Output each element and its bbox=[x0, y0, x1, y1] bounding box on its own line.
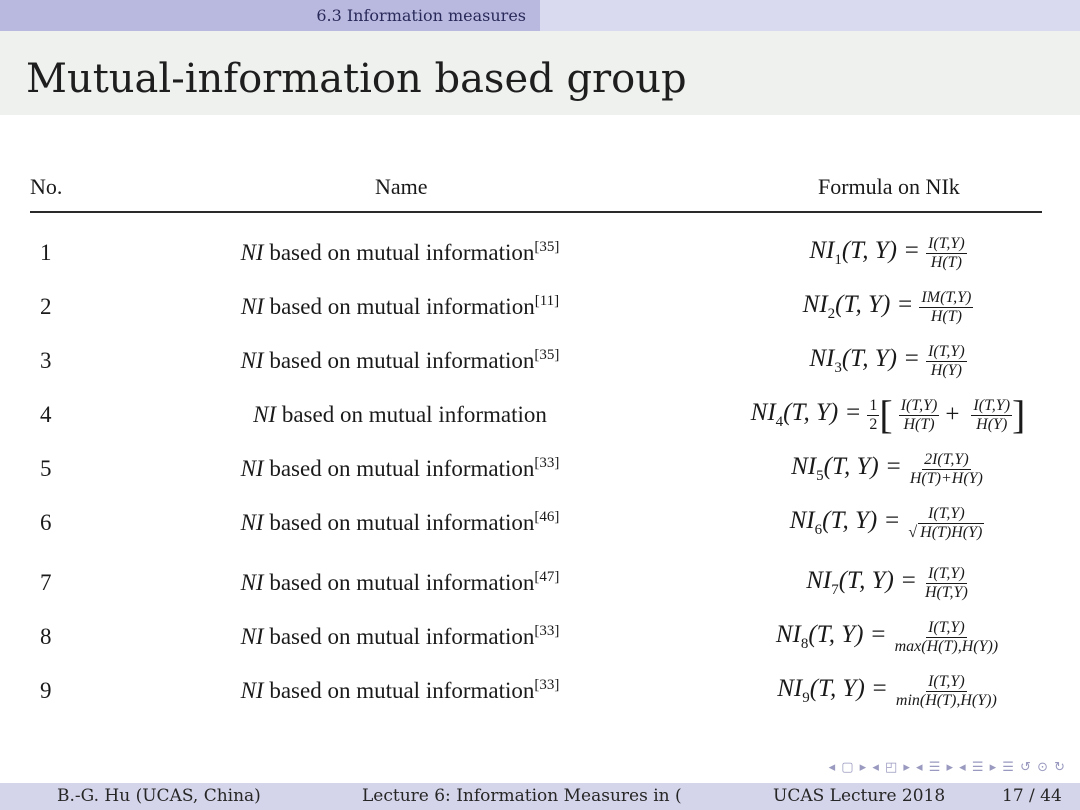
lhs-symbol: NI bbox=[809, 237, 835, 264]
frac-num: I(T,Y) bbox=[928, 234, 965, 252]
table-row bbox=[0, 334, 1080, 388]
formula-lhs bbox=[751, 399, 862, 431]
table-row bbox=[0, 496, 1080, 550]
frac-den: H(T) bbox=[930, 307, 962, 325]
citation[interactable]: [35] bbox=[534, 239, 560, 255]
ni-symbol: NI bbox=[240, 456, 264, 481]
fraction bbox=[906, 505, 986, 542]
ni-symbol: NI bbox=[240, 624, 264, 649]
header-rule bbox=[30, 211, 1042, 213]
ni-symbol: NI bbox=[240, 678, 264, 703]
citation[interactable]: [33] bbox=[534, 623, 560, 639]
col-header-formula bbox=[818, 174, 960, 200]
frac-den: min(H(T),H(Y)) bbox=[895, 691, 997, 709]
formula-lhs bbox=[803, 291, 914, 323]
frac-num: I(T,Y) bbox=[928, 342, 965, 360]
citation[interactable]: [11] bbox=[534, 293, 560, 309]
footer-lecture: Lecture 6: Information Measures in ( bbox=[362, 786, 682, 806]
formula-lhs bbox=[806, 567, 917, 599]
formula-lhs bbox=[809, 237, 920, 269]
lhs-args: (T, Y) = bbox=[841, 237, 921, 264]
lhs-index: 3 bbox=[834, 360, 842, 376]
frac-den: 2 bbox=[869, 415, 878, 433]
citation[interactable]: [47] bbox=[534, 569, 560, 585]
row-number: 5 bbox=[40, 456, 52, 481]
frac-den: H(Y) bbox=[930, 361, 962, 379]
lhs-symbol: NI bbox=[777, 675, 803, 702]
lhs-args: (T, Y) = bbox=[835, 291, 914, 318]
lhs-index: 1 bbox=[834, 252, 842, 268]
half-fraction bbox=[867, 397, 879, 434]
frac-den: H(T) bbox=[930, 253, 962, 271]
fraction bbox=[908, 451, 985, 488]
name-text: based on mutual information bbox=[269, 678, 535, 703]
footer-page: 17 / 44 bbox=[1002, 786, 1062, 806]
name-text: based on mutual information bbox=[269, 510, 535, 535]
formula bbox=[348, 496, 1080, 550]
lhs-symbol: NI bbox=[802, 291, 828, 318]
table-row bbox=[0, 664, 1080, 718]
lhs-index: 4 bbox=[775, 414, 784, 430]
fraction bbox=[893, 619, 1001, 656]
sqrt-radicand: H(T)H(Y) bbox=[920, 523, 983, 541]
citation[interactable]: [33] bbox=[534, 455, 560, 471]
left-bracket: [ bbox=[879, 392, 893, 437]
row-number: 9 bbox=[40, 678, 52, 703]
col-header-no: No. bbox=[30, 174, 63, 199]
frac-den: H(T)+H(Y) bbox=[909, 469, 983, 487]
col-header-name: Name bbox=[375, 174, 428, 199]
frac-num: 2I(T,Y) bbox=[924, 450, 969, 468]
frac-num: I(T,Y) bbox=[928, 672, 965, 690]
citation[interactable]: [33] bbox=[534, 677, 560, 693]
fraction bbox=[971, 397, 1012, 434]
lhs-symbol: NI bbox=[789, 507, 815, 534]
formula bbox=[348, 664, 1080, 718]
formula bbox=[348, 442, 1080, 496]
ni-symbol: NI bbox=[240, 240, 264, 265]
frac-den: H(Y) bbox=[976, 415, 1008, 433]
lhs-args: (T, Y) = bbox=[809, 675, 888, 702]
lhs-args: (T, Y) = bbox=[838, 567, 917, 594]
ni-symbol: NI bbox=[253, 402, 277, 427]
formula bbox=[348, 388, 1080, 442]
row-number: 4 bbox=[40, 402, 52, 427]
frac-num: I(T,Y) bbox=[928, 504, 965, 522]
formula bbox=[348, 334, 1080, 388]
lhs-args: (T, Y) = bbox=[841, 345, 921, 372]
citation[interactable]: [35] bbox=[534, 347, 560, 363]
frac-den: max(H(T),H(Y)) bbox=[894, 637, 999, 655]
sqrt-symbol: √ bbox=[908, 523, 918, 541]
fraction bbox=[926, 235, 967, 272]
lhs-args: (T, Y) = bbox=[822, 507, 901, 534]
fraction bbox=[899, 397, 940, 434]
row-number: 3 bbox=[40, 348, 52, 373]
section-title[interactable]: 6.3 Information measures bbox=[0, 0, 540, 31]
formula bbox=[348, 280, 1080, 334]
lhs-index: 2 bbox=[827, 306, 836, 322]
ni-symbol: NI bbox=[240, 348, 264, 373]
formula-lhs bbox=[791, 453, 902, 485]
name-text: based on mutual information bbox=[269, 348, 535, 373]
footer-author: B.-G. Hu (UCAS, China) bbox=[57, 786, 261, 806]
formula-lhs bbox=[790, 507, 901, 539]
lhs-args: (T, Y) = bbox=[823, 453, 902, 480]
frac-num: I(T,Y) bbox=[973, 396, 1011, 414]
col-header-formula-text: Formula on NIk bbox=[818, 174, 960, 199]
name-text: based on mutual information bbox=[281, 402, 547, 427]
fraction bbox=[923, 565, 970, 602]
row-number: 7 bbox=[40, 570, 52, 595]
lhs-index: 5 bbox=[816, 468, 824, 484]
frac-num: I(T,Y) bbox=[928, 564, 965, 582]
frac-den: H(T) bbox=[903, 415, 935, 433]
fraction bbox=[894, 673, 999, 710]
plus-sign: + bbox=[945, 401, 960, 428]
table-row bbox=[0, 556, 1080, 610]
lhs-symbol: NI bbox=[806, 567, 832, 594]
fraction bbox=[919, 289, 973, 326]
beamer-nav-icons[interactable]: ◂ ▢ ▸ ◂ ◰ ▸ ◂ ☰ ▸ ◂ ☰ ▸ ☰ ↺ ⊙ ↻ bbox=[828, 760, 1066, 775]
frac-num: I(T,Y) bbox=[928, 618, 965, 636]
frac-den: H(T,Y) bbox=[924, 583, 968, 601]
frac-den bbox=[906, 524, 986, 542]
lhs-args: (T, Y) = bbox=[783, 399, 862, 426]
name-text: based on mutual information bbox=[269, 294, 535, 319]
formula-lhs bbox=[809, 345, 920, 377]
formula bbox=[348, 226, 1080, 280]
formula bbox=[348, 556, 1080, 610]
citation[interactable]: [46] bbox=[534, 509, 560, 525]
table-row bbox=[0, 610, 1080, 664]
formula bbox=[348, 610, 1080, 664]
lhs-symbol: NI bbox=[791, 453, 817, 480]
row-number: 2 bbox=[40, 294, 52, 319]
name-text: based on mutual information bbox=[269, 456, 535, 481]
lhs-index: 9 bbox=[802, 690, 810, 706]
table-row bbox=[0, 226, 1080, 280]
formula-lhs bbox=[776, 621, 887, 653]
right-bracket: ] bbox=[1012, 392, 1026, 437]
lhs-symbol: NI bbox=[809, 345, 835, 372]
lhs-index: 6 bbox=[814, 522, 823, 538]
frac-num: I(T,Y) bbox=[900, 396, 938, 414]
ni-symbol: NI bbox=[240, 510, 264, 535]
table-row bbox=[0, 388, 1080, 442]
ni-symbol: NI bbox=[240, 294, 264, 319]
table-row bbox=[0, 442, 1080, 496]
footer-venue: UCAS Lecture 2018 bbox=[773, 786, 946, 806]
name-text: based on mutual information bbox=[269, 240, 535, 265]
row-number: 6 bbox=[40, 510, 52, 535]
lhs-symbol: NI bbox=[775, 621, 801, 648]
row-number: 1 bbox=[40, 240, 52, 265]
fraction bbox=[926, 343, 967, 380]
slide-title: Mutual-information based group bbox=[26, 56, 687, 102]
lhs-symbol: NI bbox=[750, 399, 776, 426]
name-text: based on mutual information bbox=[269, 624, 535, 649]
name-text: based on mutual information bbox=[269, 570, 535, 595]
lhs-args: (T, Y) = bbox=[808, 621, 887, 648]
row-number: 8 bbox=[40, 624, 52, 649]
ni-symbol: NI bbox=[240, 570, 264, 595]
frac-num: 1 bbox=[869, 396, 878, 414]
table-row bbox=[0, 280, 1080, 334]
lhs-index: 7 bbox=[831, 582, 839, 598]
frac-num: IM(T,Y) bbox=[921, 288, 972, 306]
lhs-index: 8 bbox=[800, 636, 809, 652]
formula-lhs bbox=[777, 675, 888, 707]
